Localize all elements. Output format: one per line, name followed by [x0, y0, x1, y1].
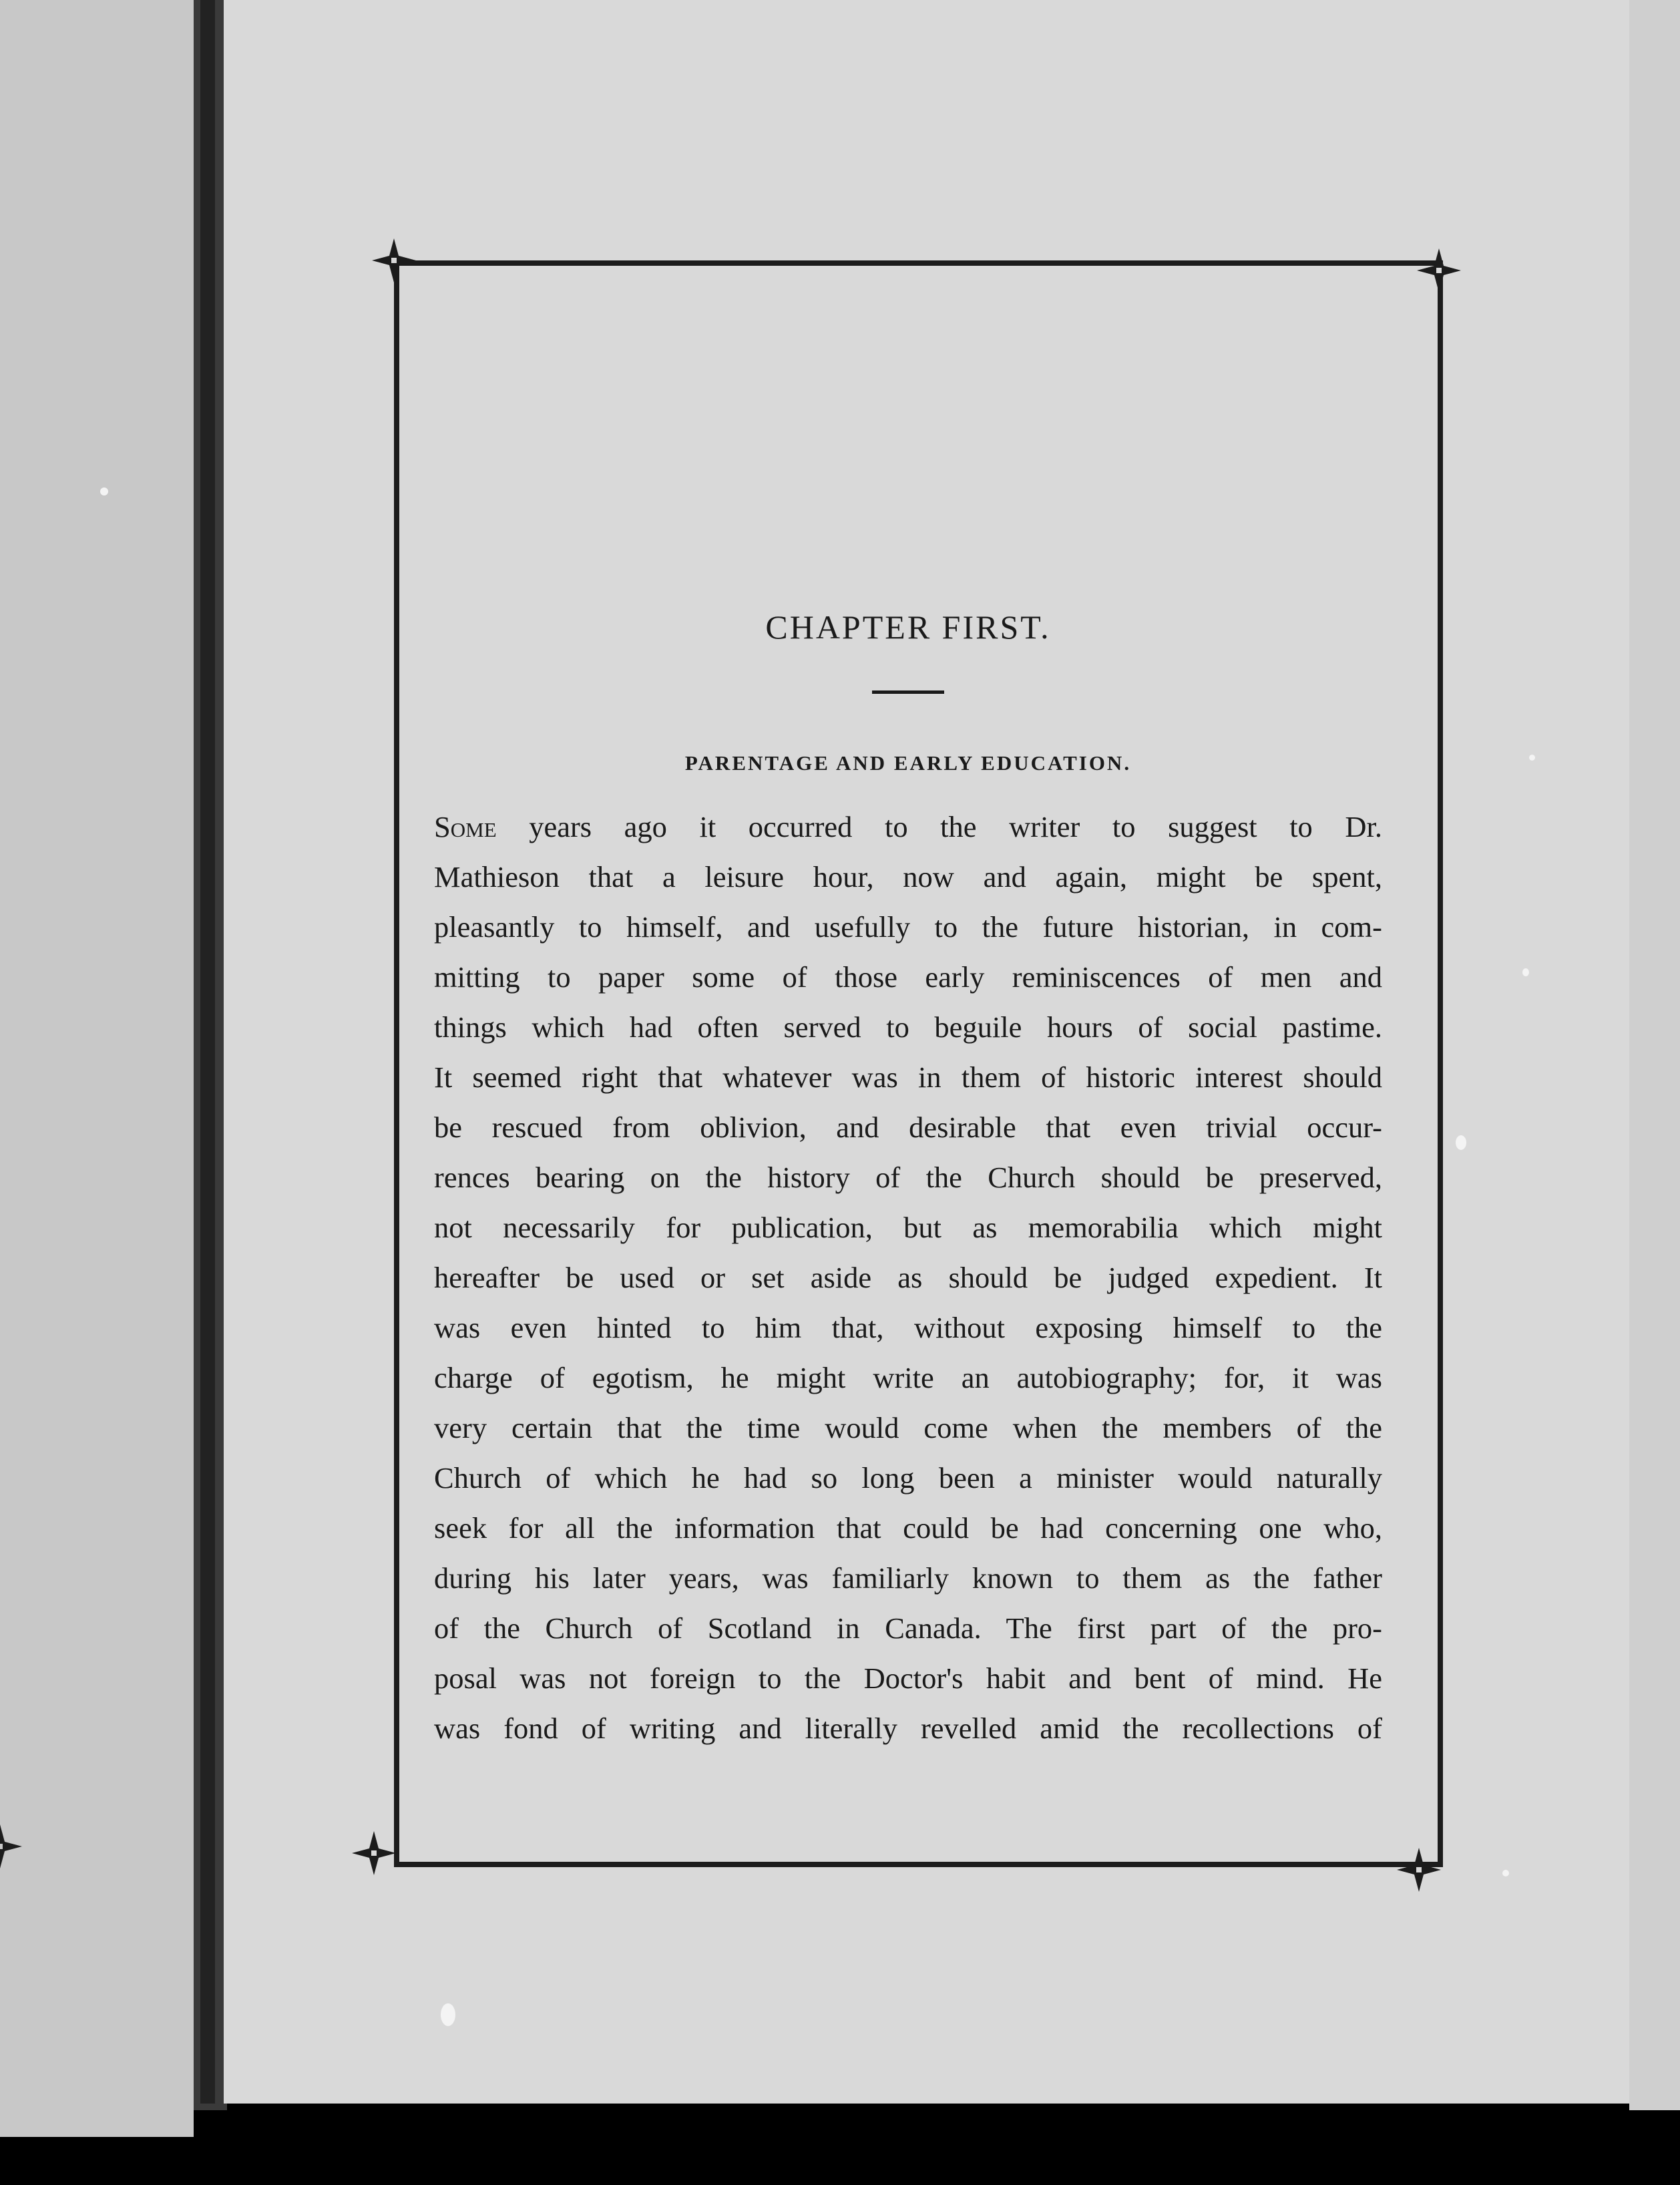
section-heading: PARENTAGE AND EARLY EDUCATION. [684, 751, 1132, 775]
text-line: Church of which he had so long been a minister would naturally [434, 1461, 1382, 1495]
corner-cross-icon [371, 237, 417, 284]
text-line: pleasantly to himself, and usefully to the future historian, in com- [434, 910, 1382, 944]
book-gutter-shadow [200, 0, 215, 2104]
text-line: was fond of writing and literally revelled amid the recollections of [434, 1712, 1382, 1745]
dust-speck [1456, 1135, 1466, 1150]
text-line: during his later years, was familiarly known to them as the father [434, 1561, 1382, 1595]
text-line: very certain that the time would come when the members of the [434, 1411, 1382, 1444]
text-line: mitting to paper some of those early reminiscences of men and [434, 960, 1382, 994]
chapter-content [434, 608, 1382, 1754]
text-line: charge of egotism, he might write an autobiography; for, it was [434, 1361, 1382, 1394]
text-line: things which had often served to beguile hours of social pastime. [434, 1010, 1382, 1044]
dust-speck [441, 2003, 455, 2026]
dust-speck [1522, 968, 1529, 976]
facing-page-edge [0, 0, 194, 2137]
page-right-margin [1629, 0, 1680, 2110]
chapter-title: CHAPTER FIRST. [765, 608, 1051, 646]
text-line: hereafter be used or set aside as should be judged expedient. It [434, 1261, 1382, 1294]
text-line: It seemed right that whatever was in them of historic interest should [434, 1060, 1382, 1094]
opening-word: Some [434, 810, 497, 843]
dust-speck [1502, 1870, 1509, 1876]
title-rule [872, 690, 944, 694]
corner-cross-icon [351, 1830, 397, 1876]
text-line: posal was not foreign to the Doctor's habit and bent of mind. He [434, 1661, 1382, 1695]
text-line: was even hinted to him that, without exposing himself to the [434, 1311, 1382, 1344]
facing-page-cross-icon [0, 1823, 23, 1870]
text-line: rences bearing on the history of the Church should be preserved, [434, 1161, 1382, 1194]
text-line: be rescued from oblivion, and desirable that even trivial occur- [434, 1111, 1382, 1144]
dust-speck [100, 487, 108, 495]
body-text [434, 802, 1382, 1754]
corner-cross-icon [1396, 1846, 1442, 1893]
text-line: seek for all the information that could be had concerning one who, [434, 1511, 1382, 1545]
text-line: Some years ago it occurred to the writer to suggest to Dr. [434, 810, 1382, 843]
corner-cross-icon [1416, 247, 1462, 294]
text-line: of the Church of Scotland in Canada. The first part of the pro- [434, 1611, 1382, 1645]
text-line: Mathieson that a leisure hour, now and again, might be spent, [434, 860, 1382, 893]
text-line: not necessarily for publication, but as memorabilia which might [434, 1211, 1382, 1244]
dust-speck [1529, 755, 1535, 761]
